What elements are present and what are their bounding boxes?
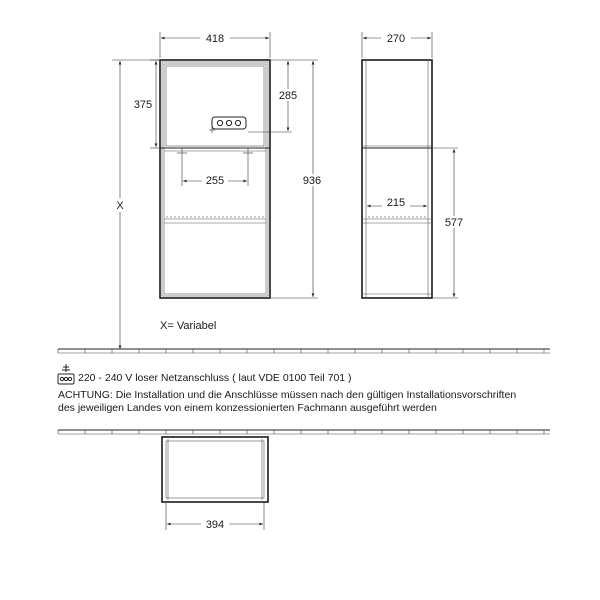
top-width-dim: 394 [205,519,225,531]
socket-icon [209,117,246,133]
front-width-dim: 418 [205,33,225,45]
front-total-height-dim: 936 [302,175,322,187]
front-upper-height-dim: 375 [133,99,153,111]
front-socket-spacing-dim: 255 [205,175,225,187]
warning-note-line1: ACHTUNG: Die Installation und die Anschlüsse müssen nach den gültigen Installationsvorschriften [58,389,517,401]
floor-line-bottom [58,430,550,434]
side-depth-dim: 270 [386,33,406,45]
side-inner-depth-dim: 215 [386,197,406,209]
side-lower-height-dim: 577 [444,217,464,229]
top-view [162,437,268,531]
power-connection-icon [58,364,74,384]
warning-note-line2: des jeweiligen Landes von einem konzessionierten Fachmann ausgeführt werden [58,402,437,414]
front-mount-height-var: X [116,200,124,212]
front-view [112,31,326,349]
variable-note: X= Variabel [160,320,217,332]
side-cabinet-outline [362,60,432,298]
top-cabinet-outline [162,437,268,502]
power-connection-note: 220 - 240 V loser Netzanschluss ( laut VDE 0100 Teil 701 ) [78,372,352,384]
floor-line-top [58,349,550,353]
front-upper-niche [166,66,264,146]
mounting-point-right [243,148,253,158]
side-view [362,31,468,298]
front-niche-height-dim: 285 [278,90,298,102]
mounting-point-left [177,148,187,158]
